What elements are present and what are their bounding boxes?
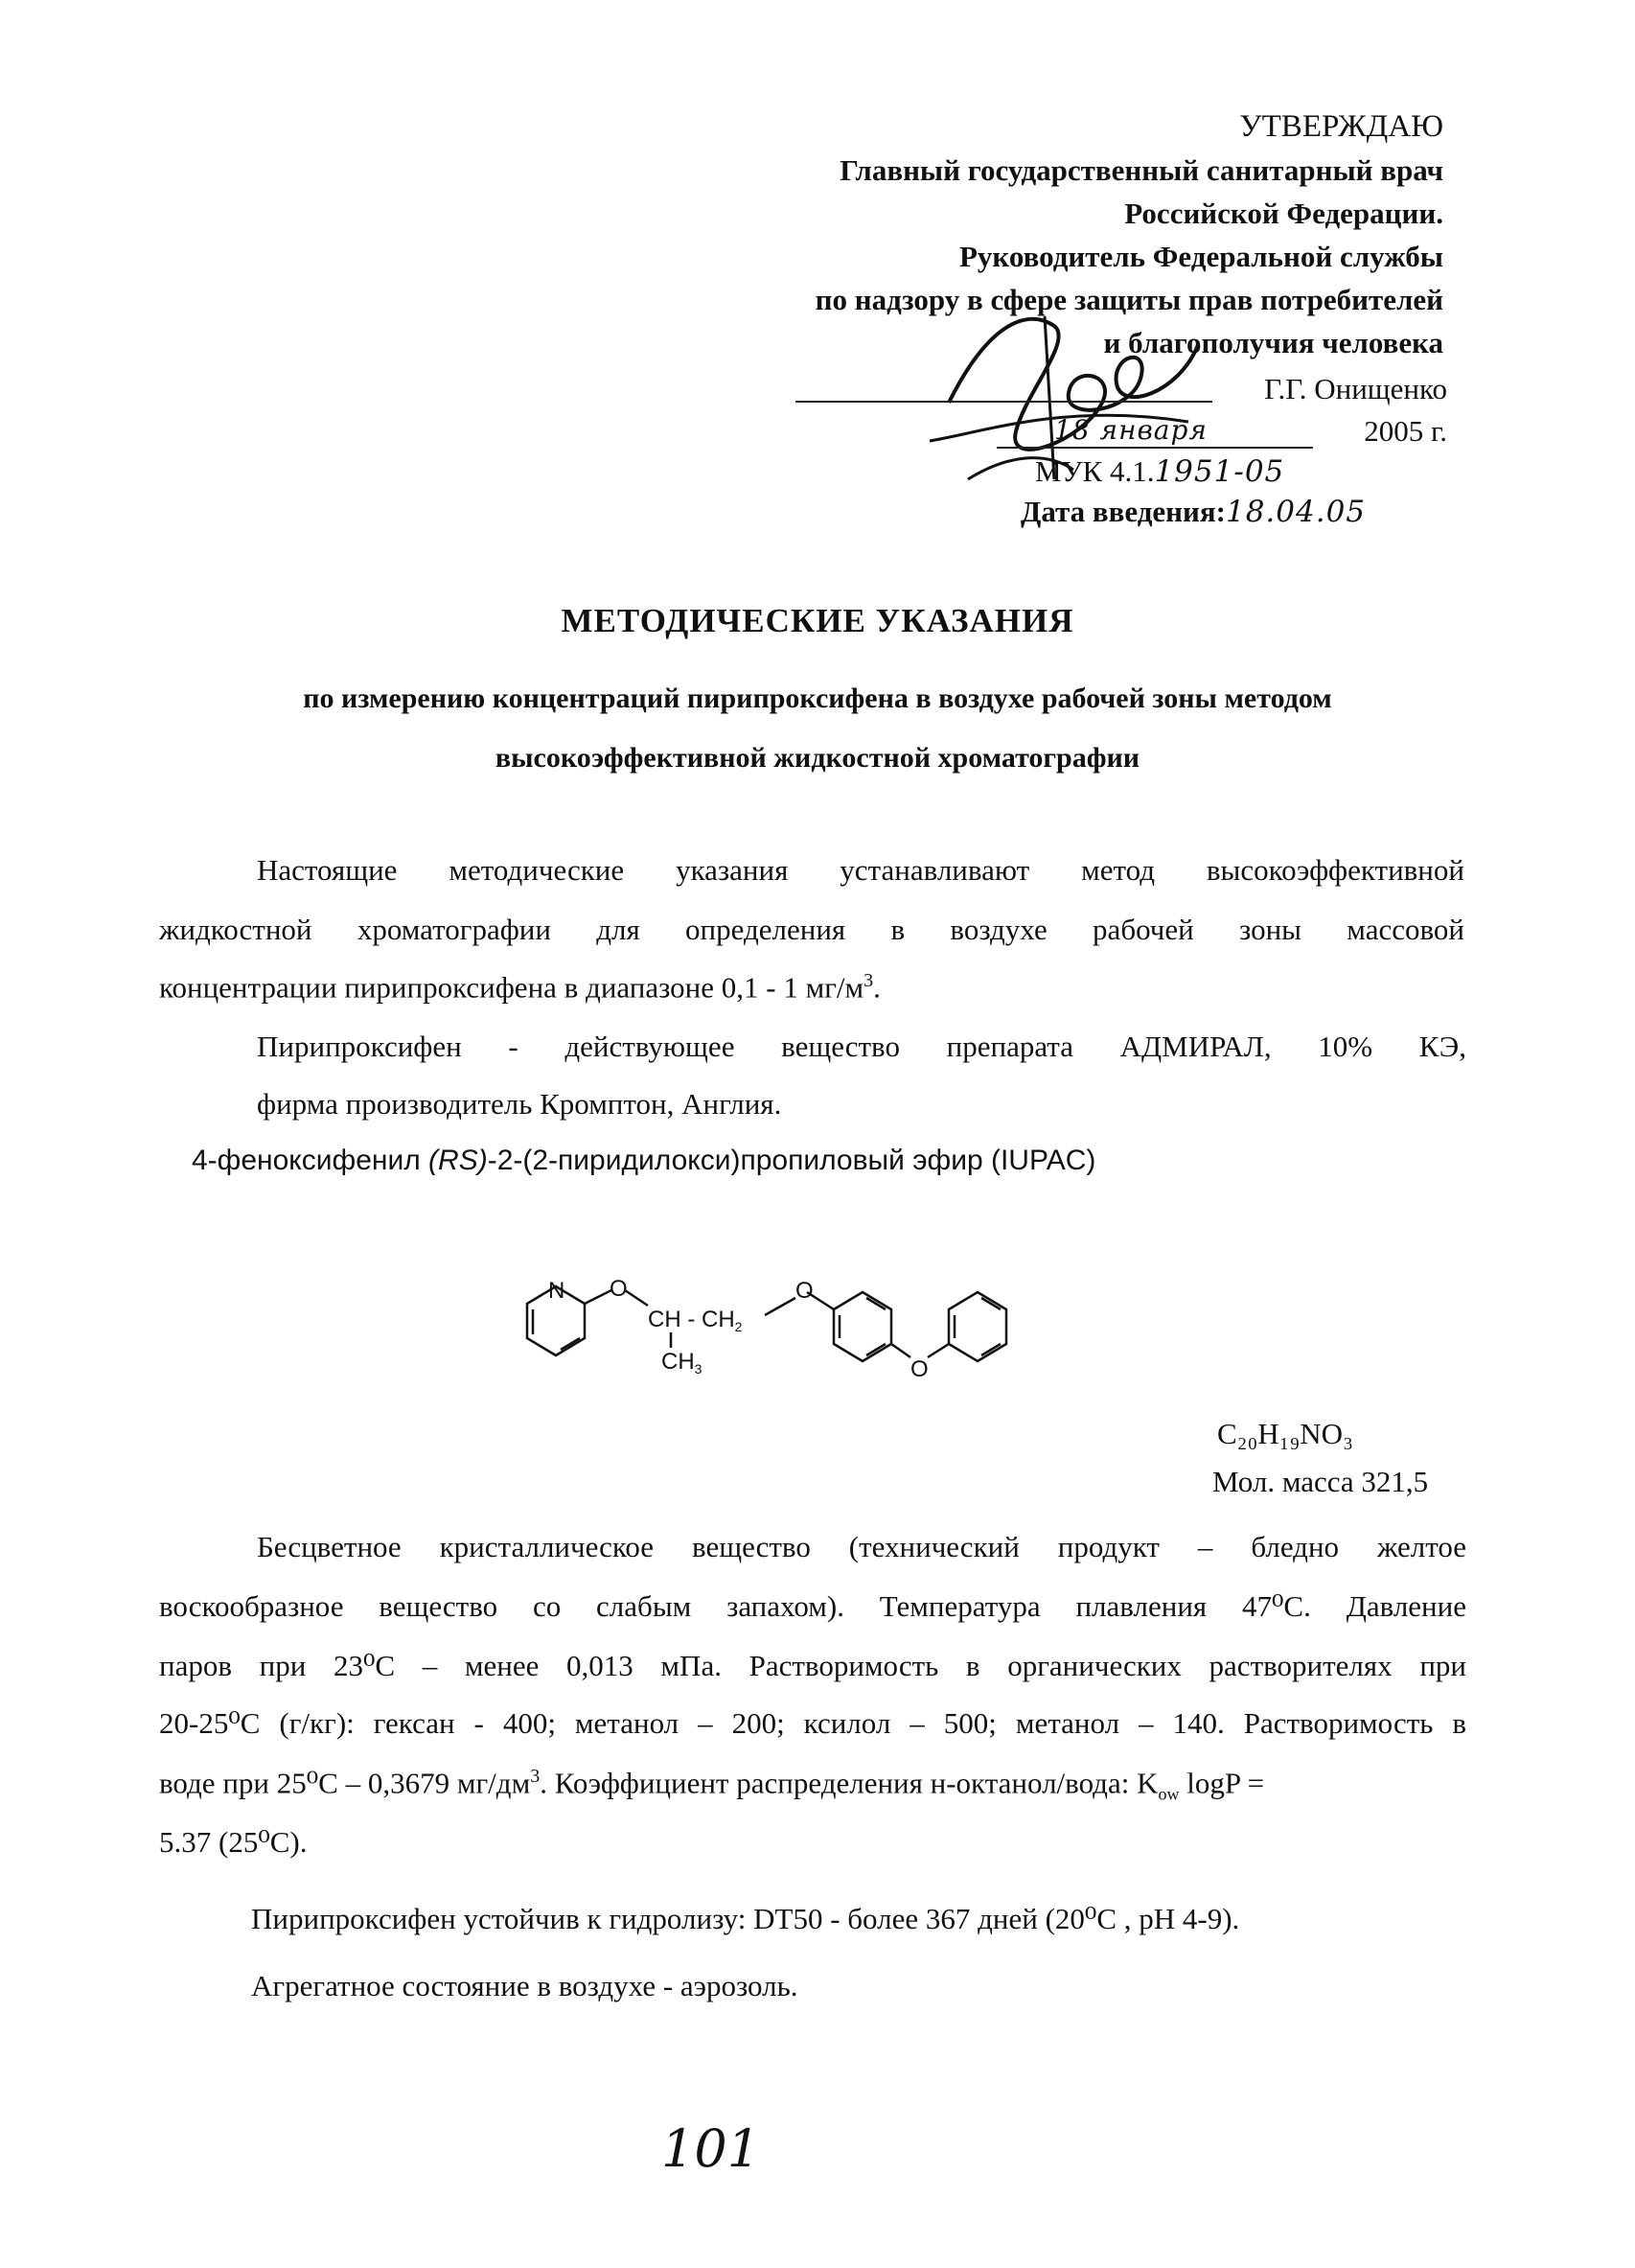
paragraph-3-line-5 <box>159 1766 1264 1805</box>
document-subtitle-line-2: высокоэффективной жидкостной хроматографии <box>495 742 1140 774</box>
approval-line-5: и благополучия человека <box>1103 326 1443 359</box>
concentration-range-text: концентрации пирипроксифена в диапазоне 0,1 - 1 мг/м <box>159 970 864 1005</box>
iupac-suffix: -2-(2-пиридилокси)пропиловый эфир (IUPAC) <box>487 1145 1096 1176</box>
unit-superscript-2: 3 <box>530 1766 541 1787</box>
document-subtitle-line-1: по измерению концентраций пирипроксифена в воздухе рабочей зоны методом <box>303 683 1332 714</box>
paragraph-1-line-3 <box>159 970 881 1005</box>
paragraph-3-line-6: 5.37 (25⁰С). <box>159 1825 308 1859</box>
signature-line <box>795 401 1212 403</box>
muk-number <box>1035 454 1284 489</box>
document-title: МЕТОДИЧЕСКИЕ УКАЗАНИЯ <box>561 602 1074 639</box>
signatory-name: Г.Г. Онищенко <box>1264 372 1447 405</box>
paragraph-1-line-1: Настоящие методические указания устанавливают метод высокоэффективной <box>257 853 1464 887</box>
approval-year: 2005 г. <box>1364 414 1447 448</box>
molecular-formula: C₂₀H₁₉NO₃ <box>1217 1417 1353 1450</box>
approval-line-4: по надзору в сфере защиты прав потребителей <box>815 283 1443 316</box>
paragraph-3-line-1: Бесцветное кристаллическое вещество (технический продукт – бледно желтое <box>257 1530 1466 1563</box>
introduction-date-label: Дата введения: <box>1021 495 1226 528</box>
sentence-end: . <box>873 970 881 1005</box>
paragraph-3-line-2: воскообразное вещество со слабым запахом). Температура плавления 47⁰С. Давление <box>159 1589 1466 1623</box>
paragraph-1-line-2: жидкостной хроматографии для определения в воздухе рабочей зоны массовой <box>159 913 1464 946</box>
paragraph-5: Агрегатное состояние в воздухе - аэрозоль. <box>251 1969 798 2002</box>
phenyl-ring-2 <box>949 1292 1006 1361</box>
paragraph-2-line-2: фирма производитель Кромптон, Англия. <box>257 1087 782 1121</box>
approval-line-3: Руководитель Федеральной службы <box>958 240 1443 273</box>
paragraph-3-line-3: паров при 23⁰С – менее 0,013 мПа. Растворимость в органических растворителях при <box>159 1649 1466 1682</box>
approval-line-2: Российской Федерации. <box>1124 197 1443 230</box>
unit-superscript: 3 <box>864 970 874 991</box>
label-o2: O <box>795 1278 814 1304</box>
phenyl-ring-1 <box>834 1292 891 1361</box>
partition-coefficient-text: . Коэффициент распределения н-октанол/вода: K <box>540 1766 1159 1800</box>
iupac-prefix: 4-феноксифенил <box>192 1145 429 1176</box>
introduction-date <box>1021 495 1366 529</box>
paragraph-4: Пирипроксифен устойчив к гидролизу: DT50 - более 367 дней (20⁰С , рН 4-9). <box>251 1902 1240 1935</box>
muk-label: МУК 4.1. <box>1035 454 1155 488</box>
approval-heading: УТВЕРЖДАЮ <box>1239 109 1443 144</box>
label-ch-ch: CH - $CH_2$ <box>648 1307 743 1334</box>
page-number: 101 <box>661 2118 761 2179</box>
label-ch3: $CH_3$ <box>661 1349 702 1377</box>
label-o3: O <box>910 1356 929 1382</box>
approval-line-1: Главный государственный санитарный врач <box>840 153 1443 187</box>
approval-date-row <box>997 414 1447 456</box>
label-o1: O <box>610 1276 628 1302</box>
kow-subscript: ow <box>1158 1784 1180 1804</box>
logp-text: logP = <box>1179 1766 1265 1800</box>
paragraph-2-line-1: Пирипроксифен - действующее вещество препарата АДМИРАЛ, 10% КЭ, <box>257 1030 1466 1063</box>
label-n: N <box>548 1278 565 1304</box>
muk-handwritten-number: 1951-05 <box>1154 454 1285 489</box>
iupac-name <box>192 1145 1095 1177</box>
approval-date-handwritten: 18 января <box>1054 414 1208 446</box>
water-solubility-text: воде при 25⁰С – 0,3679 мг/дм <box>159 1766 531 1800</box>
date-line <box>997 447 1313 449</box>
iupac-stereo: (RS) <box>428 1145 488 1176</box>
molecular-mass: Мол. масса 321,5 <box>1212 1465 1429 1498</box>
pyriproxyfen-structure <box>508 1256 1083 1400</box>
signatory-row <box>795 372 1447 414</box>
paragraph-3-line-4: 20-25⁰С (г/кг): гексан - 400; метанол – 200; ксилол – 500; метанол – 140. Растворимость в <box>159 1706 1466 1740</box>
introduction-date-value: 18.04.05 <box>1225 495 1367 529</box>
